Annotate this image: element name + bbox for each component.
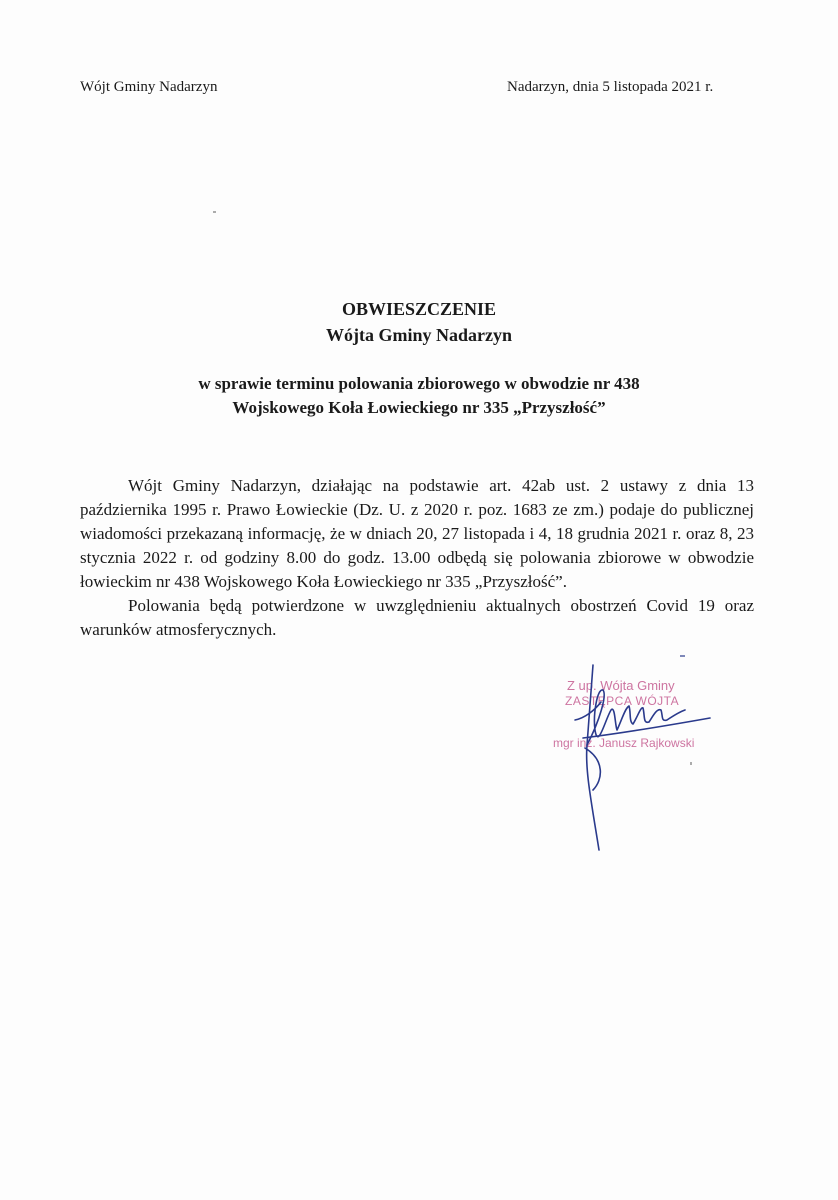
- body-paragraph-1: Wójt Gminy Nadarzyn, działając na podstawie art. 42ab ust. 2 ustawy z dnia 13 października 1995 r. Prawo Łowieckie (Dz. U. z 2020 r. poz. 1683 ze zm.) podaje do publicznej wiadomości przekazaną informację, że w dniach 20, 27 listopada i 4, 18 grudnia 2021 r. oraz 8, 23 stycznia 2022 r. od godziny 8.00 do godz. 13.00 odbędą się polowania zbiorowe w obwodzie łowieckim nr 438 Wojskowego Koła Łowieckiego nr 335 „Przyszłość”.: [80, 476, 754, 591]
- official-stamp: [545, 660, 745, 860]
- stamp-line-2: ZASTĘPCA WÓJTA: [565, 694, 680, 708]
- document-subject: [0, 372, 838, 420]
- handwritten-signature: [545, 660, 745, 860]
- scan-speck: [213, 211, 216, 213]
- stamp-line-1: Z up. Wójta Gminy: [567, 678, 675, 693]
- place-and-date: Nadarzyn, dnia 5 listopada 2021 r.: [507, 79, 714, 95]
- subject-line-1: w sprawie terminu polowania zbiorowego w obwodzie nr 438: [198, 374, 640, 393]
- body-paragraph-2: Polowania będą potwierdzone w uwzględnieniu aktualnych obostrzeń Covid 19 oraz warunków atmosferycznych.: [80, 596, 754, 639]
- document-subtitle: Wójta Gminy Nadarzyn: [326, 325, 512, 345]
- document-body: [80, 474, 754, 642]
- scan-speck: [680, 655, 685, 657]
- subject-line-2: Wojskowego Koła Łowieckiego nr 335 „Przyszłość”: [232, 398, 606, 417]
- issuer-name: Wójt Gminy Nadarzyn: [80, 79, 218, 95]
- document-title: OBWIESZCZENIE: [341, 299, 497, 319]
- stamp-line-3: mgr inż. Janusz Rajkowski: [553, 736, 695, 750]
- scan-speck: [690, 762, 692, 765]
